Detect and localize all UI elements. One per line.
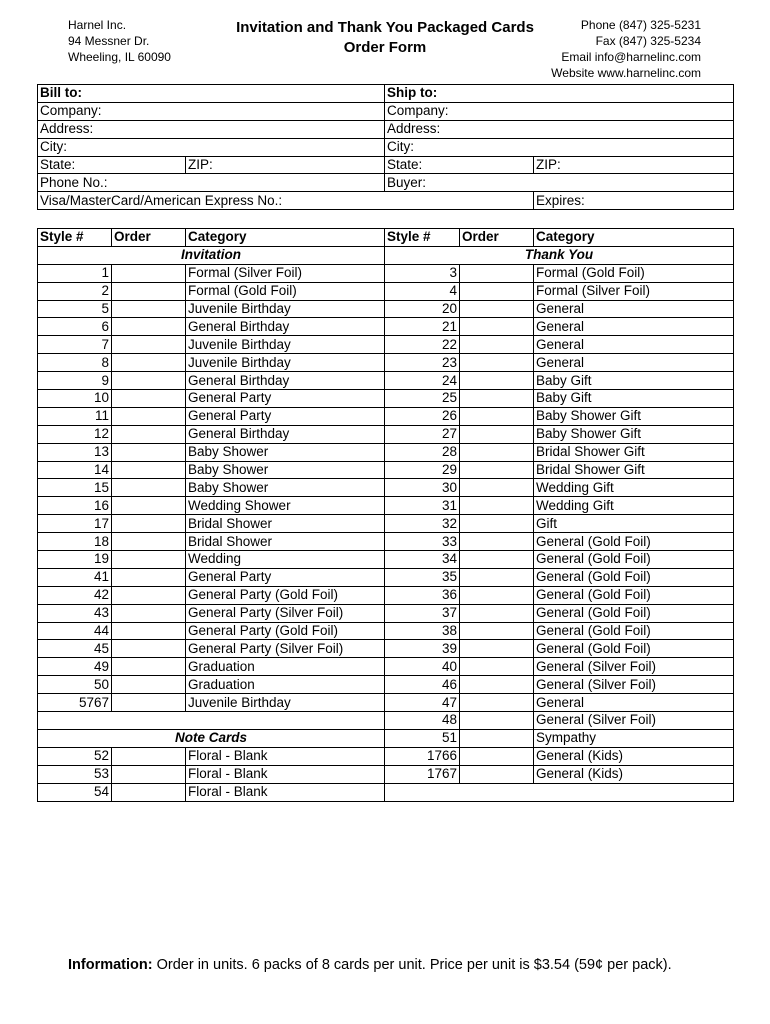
order-quantity-input[interactable] [460,551,534,569]
col-header-order: Order [112,229,186,247]
table-row [38,533,734,551]
contact-email: Email info@harnelinc.com [561,50,701,64]
category-name: General Party (Silver Foil) [186,640,385,658]
order-quantity-input[interactable] [460,407,534,425]
order-quantity-input[interactable] [460,300,534,318]
style-number: 45 [38,640,112,658]
style-number: 5 [38,300,112,318]
style-number: 17 [38,515,112,533]
style-number: 32 [385,515,460,533]
style-number: 39 [385,640,460,658]
style-number: 23 [385,354,460,372]
category-name: General (Gold Foil) [534,604,734,622]
bill-address-field[interactable]: Address: [38,120,385,138]
bill-company-field[interactable]: Company: [38,102,385,120]
table-row [38,694,734,712]
form-title-line1: Invitation and Thank You Packaged Cards [236,19,534,36]
style-number: 44 [38,622,112,640]
category-name: Juvenile Birthday [186,300,385,318]
order-quantity-input[interactable] [112,747,186,765]
ship-city-field[interactable]: City: [385,138,734,156]
style-number: 7 [38,336,112,354]
order-quantity-input[interactable] [460,336,534,354]
category-name: Bridal Shower Gift [534,443,734,461]
table-row [38,515,734,533]
category-name: Baby Gift [534,390,734,408]
style-number: 50 [38,676,112,694]
table-row [38,479,734,497]
order-quantity-input[interactable] [112,461,186,479]
order-quantity-input[interactable] [460,765,534,783]
table-row [38,747,734,765]
category-name: Baby Shower [186,461,385,479]
category-name: General Party (Silver Foil) [186,604,385,622]
category-name: Formal (Silver Foil) [186,264,385,282]
info-text: Order in units. 6 packs of 8 cards per unit. Price per unit is $3.54 (59¢ per pack). [152,957,672,973]
category-name: Wedding Gift [534,497,734,515]
style-number: 52 [38,747,112,765]
style-number: 25 [385,390,460,408]
category-name: Wedding [186,551,385,569]
style-number: 14 [38,461,112,479]
style-number: 12 [38,425,112,443]
table-row [38,712,734,730]
order-quantity-input[interactable] [460,425,534,443]
empty-cell [38,712,385,730]
style-number: 3 [385,264,460,282]
category-name: Formal (Gold Foil) [186,282,385,300]
category-name: General (Silver Foil) [534,676,734,694]
col-header-category: Category [186,229,385,247]
company-address-block [68,17,171,65]
table-row [38,729,734,747]
order-quantity-input[interactable] [460,479,534,497]
company-city: Wheeling, IL 60090 [68,50,171,64]
style-number: 28 [385,443,460,461]
style-number: 33 [385,533,460,551]
order-quantity-input[interactable] [460,497,534,515]
company-name: Harnel Inc. [68,18,127,32]
table-row [38,461,734,479]
table-row [38,586,734,604]
order-quantity-input[interactable] [112,282,186,300]
category-name: General (Gold Foil) [534,568,734,586]
category-name: Gift [534,515,734,533]
order-quantity-input[interactable] [460,568,534,586]
bill-zip-field[interactable]: ZIP: [186,156,385,174]
category-name: General (Gold Foil) [534,586,734,604]
style-number: 40 [385,658,460,676]
style-number: 41 [38,568,112,586]
table-row [38,568,734,586]
order-quantity-input[interactable] [112,694,186,712]
style-number: 11 [38,407,112,425]
style-number: 24 [385,372,460,390]
table-row [38,676,734,694]
table-row [38,407,734,425]
style-number: 53 [38,765,112,783]
table-row [38,300,734,318]
style-number: 22 [385,336,460,354]
category-name: Baby Shower [186,479,385,497]
category-name: General Birthday [186,425,385,443]
style-number: 54 [38,783,112,801]
empty-cell [385,783,734,801]
order-quantity-input[interactable] [112,354,186,372]
order-quantity-input[interactable] [460,533,534,551]
contact-website: Website www.harnelinc.com [551,66,701,80]
style-number: 47 [385,694,460,712]
order-quantity-input[interactable] [460,622,534,640]
style-number: 1766 [385,747,460,765]
contact-phone: Phone (847) 325-5231 [580,18,701,32]
order-quantity-input[interactable] [460,461,534,479]
company-street: 94 Messner Dr. [68,34,150,48]
category-name: General (Gold Foil) [534,533,734,551]
card-expires-field[interactable]: Expires: [534,192,734,210]
category-name: Formal (Gold Foil) [534,264,734,282]
order-quantity-input[interactable] [460,515,534,533]
table-row [38,604,734,622]
style-number: 8 [38,354,112,372]
order-quantity-input[interactable] [112,425,186,443]
form-title [210,18,560,58]
category-name: General (Kids) [534,747,734,765]
ship-zip-field[interactable]: ZIP: [534,156,734,174]
order-quantity-input[interactable] [112,300,186,318]
bill-to-heading: Bill to: [38,85,385,103]
ship-to-heading: Ship to: [385,85,734,103]
style-number: 51 [385,729,460,747]
style-number: 18 [38,533,112,551]
category-name: General Party [186,568,385,586]
contact-fax: Fax (847) 325-5234 [595,34,701,48]
table-row [38,354,734,372]
order-quantity-input[interactable] [460,354,534,372]
category-name: Baby Gift [534,372,734,390]
contact-block [551,17,701,81]
category-name: Floral - Blank [186,765,385,783]
order-quantity-input[interactable] [112,622,186,640]
table-row [38,622,734,640]
table-row [38,658,734,676]
order-quantity-input[interactable] [460,658,534,676]
col-header-style: Style # [385,229,460,247]
section-header-invitation: Invitation [38,246,385,264]
table-row [38,783,734,801]
style-number: 38 [385,622,460,640]
style-number: 1767 [385,765,460,783]
order-quantity-input[interactable] [112,372,186,390]
card-number-field[interactable]: Visa/MasterCard/American Express No.: [38,192,534,210]
table-row [38,372,734,390]
ship-state-field[interactable]: State: [385,156,534,174]
order-quantity-input[interactable] [460,282,534,300]
category-name: Baby Shower Gift [534,407,734,425]
style-number: 27 [385,425,460,443]
order-quantity-input[interactable] [112,533,186,551]
style-number: 9 [38,372,112,390]
order-quantity-input[interactable] [112,586,186,604]
style-number: 35 [385,568,460,586]
style-number: 21 [385,318,460,336]
category-name: Bridal Shower Gift [534,461,734,479]
order-quantity-input[interactable] [460,372,534,390]
category-name: General (Silver Foil) [534,712,734,730]
order-quantity-input[interactable] [460,318,534,336]
style-number: 5767 [38,694,112,712]
table-row [38,246,734,264]
order-quantity-input[interactable] [460,443,534,461]
category-name: General (Gold Foil) [534,622,734,640]
style-number: 37 [385,604,460,622]
table-row [38,336,734,354]
order-quantity-input[interactable] [112,568,186,586]
order-quantity-input[interactable] [460,712,534,730]
table-row [38,551,734,569]
category-name: Juvenile Birthday [186,336,385,354]
table-row [38,443,734,461]
table-row [38,425,734,443]
category-name: General (Gold Foil) [534,640,734,658]
bill-city-field[interactable]: City: [38,138,385,156]
category-name: General [534,300,734,318]
col-header-category: Category [534,229,734,247]
bill-state-field[interactable]: State: [38,156,186,174]
table-row [38,318,734,336]
order-quantity-input[interactable] [112,515,186,533]
category-name: General (Gold Foil) [534,551,734,569]
ship-address-field[interactable]: Address: [385,120,734,138]
style-number: 16 [38,497,112,515]
section-header-thank-you: Thank You [385,246,734,264]
category-name: Floral - Blank [186,783,385,801]
category-name: General Party [186,407,385,425]
order-quantity-input[interactable] [112,783,186,801]
category-name: Baby Shower Gift [534,425,734,443]
order-quantity-input[interactable] [112,604,186,622]
bill-phone-field[interactable]: Phone No.: [38,174,385,192]
style-number: 48 [385,712,460,730]
order-quantity-input[interactable] [112,640,186,658]
category-name: General [534,694,734,712]
category-name: Juvenile Birthday [186,694,385,712]
category-name: General (Kids) [534,765,734,783]
order-quantity-input[interactable] [112,390,186,408]
style-number: 15 [38,479,112,497]
style-number: 6 [38,318,112,336]
buyer-field[interactable]: Buyer: [385,174,734,192]
category-name: Baby Shower [186,443,385,461]
category-name: General Party [186,390,385,408]
style-number: 1 [38,264,112,282]
table-row [38,497,734,515]
style-number: 42 [38,586,112,604]
category-name: Formal (Silver Foil) [534,282,734,300]
order-quantity-input[interactable] [460,747,534,765]
category-name: Bridal Shower [186,533,385,551]
style-number: 43 [38,604,112,622]
style-number: 29 [385,461,460,479]
form-title-line2: Order Form [343,39,427,56]
style-number: 10 [38,390,112,408]
category-name: General Party (Gold Foil) [186,586,385,604]
category-name: Wedding Shower [186,497,385,515]
order-quantity-input[interactable] [460,729,534,747]
order-quantity-input[interactable] [112,479,186,497]
order-quantity-input[interactable] [112,407,186,425]
order-quantity-input[interactable] [460,640,534,658]
category-name: General Birthday [186,318,385,336]
order-quantity-input[interactable] [460,264,534,282]
style-number: 31 [385,497,460,515]
category-name: General [534,336,734,354]
style-number: 30 [385,479,460,497]
category-name: Bridal Shower [186,515,385,533]
category-name: General [534,318,734,336]
category-name: Wedding Gift [534,479,734,497]
order-quantity-input[interactable] [112,765,186,783]
table-row [38,390,734,408]
section-header-note-cards: Note Cards [38,729,385,747]
col-header-order: Order [460,229,534,247]
category-name: General Party (Gold Foil) [186,622,385,640]
order-quantity-input[interactable] [460,586,534,604]
order-quantity-input[interactable] [460,694,534,712]
order-quantity-input[interactable] [112,551,186,569]
style-number: 20 [385,300,460,318]
style-number: 13 [38,443,112,461]
order-quantity-input[interactable] [460,676,534,694]
info-label: Information: [68,957,153,973]
style-number: 2 [38,282,112,300]
ship-company-field[interactable]: Company: [385,102,734,120]
order-quantity-input[interactable] [112,497,186,515]
style-number: 36 [385,586,460,604]
category-name: General [534,354,734,372]
style-number: 26 [385,407,460,425]
category-name: General (Silver Foil) [534,658,734,676]
table-row [38,640,734,658]
category-name: Sympathy [534,729,734,747]
table-row [38,282,734,300]
footer-information [68,957,672,973]
col-header-style: Style # [38,229,112,247]
table-row [38,264,734,282]
category-name: Floral - Blank [186,747,385,765]
order-quantity-input[interactable] [112,443,186,461]
order-quantity-input[interactable] [460,390,534,408]
table-row [38,765,734,783]
order-quantity-input[interactable] [112,658,186,676]
order-quantity-input[interactable] [112,264,186,282]
billing-shipping-table [37,84,734,210]
order-quantity-input[interactable] [112,318,186,336]
category-name: Graduation [186,676,385,694]
category-name: Juvenile Birthday [186,354,385,372]
order-quantity-input[interactable] [460,604,534,622]
style-number: 4 [385,282,460,300]
style-number: 49 [38,658,112,676]
category-name: Graduation [186,658,385,676]
order-quantity-input[interactable] [112,336,186,354]
style-number: 46 [385,676,460,694]
style-number: 34 [385,551,460,569]
style-number: 19 [38,551,112,569]
category-name: General Birthday [186,372,385,390]
order-quantity-input[interactable] [112,676,186,694]
order-items-table [37,228,734,802]
